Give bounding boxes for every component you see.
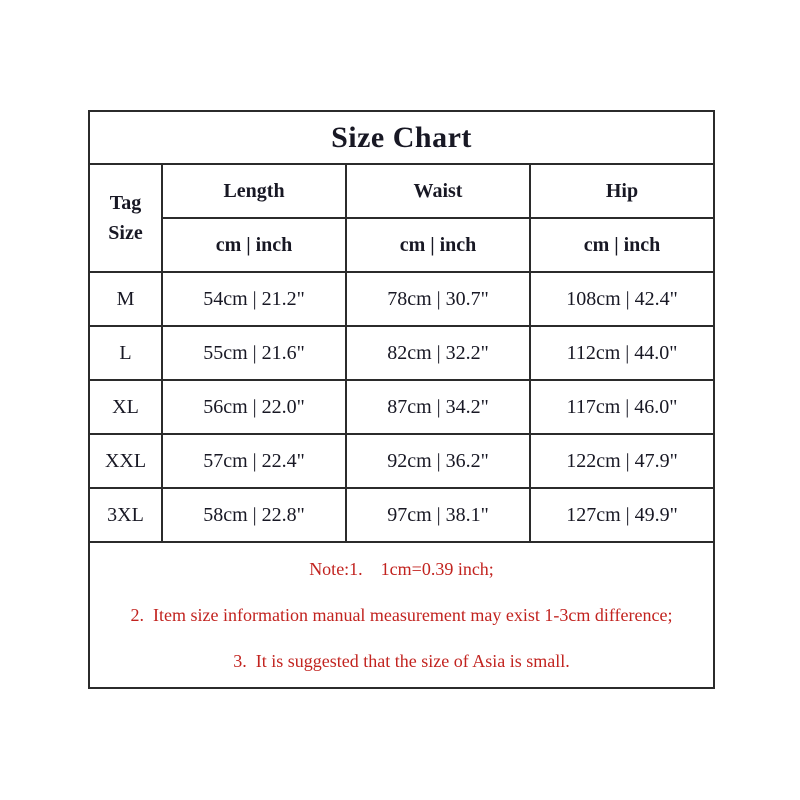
note-line-3: 3. It is suggested that the size of Asia is small. <box>233 651 570 671</box>
length-value: 56cm | 22.0" <box>162 380 346 434</box>
notes-section <box>89 542 714 688</box>
size-chart-table <box>88 110 715 689</box>
unit-row <box>89 218 714 272</box>
unit-header-length: cm | inch <box>162 218 346 272</box>
tag-size-header-line1: Tag <box>109 192 142 214</box>
length-value: 54cm | 21.2" <box>162 272 346 326</box>
column-header-length: Length <box>162 164 346 218</box>
table-row-l <box>89 326 714 380</box>
table-row-m <box>89 272 714 326</box>
waist-value: 97cm | 38.1" <box>346 488 530 542</box>
hip-value: 117cm | 46.0" <box>530 380 714 434</box>
note-line-2: 2. Item size information manual measurement may exist 1-3cm difference; <box>130 605 673 625</box>
length-value: 58cm | 22.8" <box>162 488 346 542</box>
title-row <box>89 111 714 164</box>
header-row <box>89 164 714 218</box>
hip-value: 122cm | 47.9" <box>530 434 714 488</box>
notes-row <box>89 542 714 688</box>
unit-header-waist: cm | inch <box>346 218 530 272</box>
hip-value: 108cm | 42.4" <box>530 272 714 326</box>
column-header-hip: Hip <box>530 164 714 218</box>
waist-value: 78cm | 30.7" <box>346 272 530 326</box>
size-label: 3XL <box>89 488 162 542</box>
waist-value: 82cm | 32.2" <box>346 326 530 380</box>
waist-value: 87cm | 34.2" <box>346 380 530 434</box>
size-label: M <box>89 272 162 326</box>
tag-size-header <box>89 164 162 272</box>
hip-value: 112cm | 44.0" <box>530 326 714 380</box>
size-label: XL <box>89 380 162 434</box>
size-label: XXL <box>89 434 162 488</box>
table-row-xl <box>89 380 714 434</box>
length-value: 55cm | 21.6" <box>162 326 346 380</box>
waist-value: 92cm | 36.2" <box>346 434 530 488</box>
length-value: 57cm | 22.4" <box>162 434 346 488</box>
page-title: Size Chart <box>89 111 714 164</box>
table-row-3xl <box>89 488 714 542</box>
table-row-xxl <box>89 434 714 488</box>
tag-size-header-line2: Size <box>108 222 143 244</box>
hip-value: 127cm | 49.9" <box>530 488 714 542</box>
note-line-1: Note:1. 1cm=0.39 inch; <box>309 559 494 579</box>
size-label: L <box>89 326 162 380</box>
unit-header-hip: cm | inch <box>530 218 714 272</box>
column-header-waist: Waist <box>346 164 530 218</box>
